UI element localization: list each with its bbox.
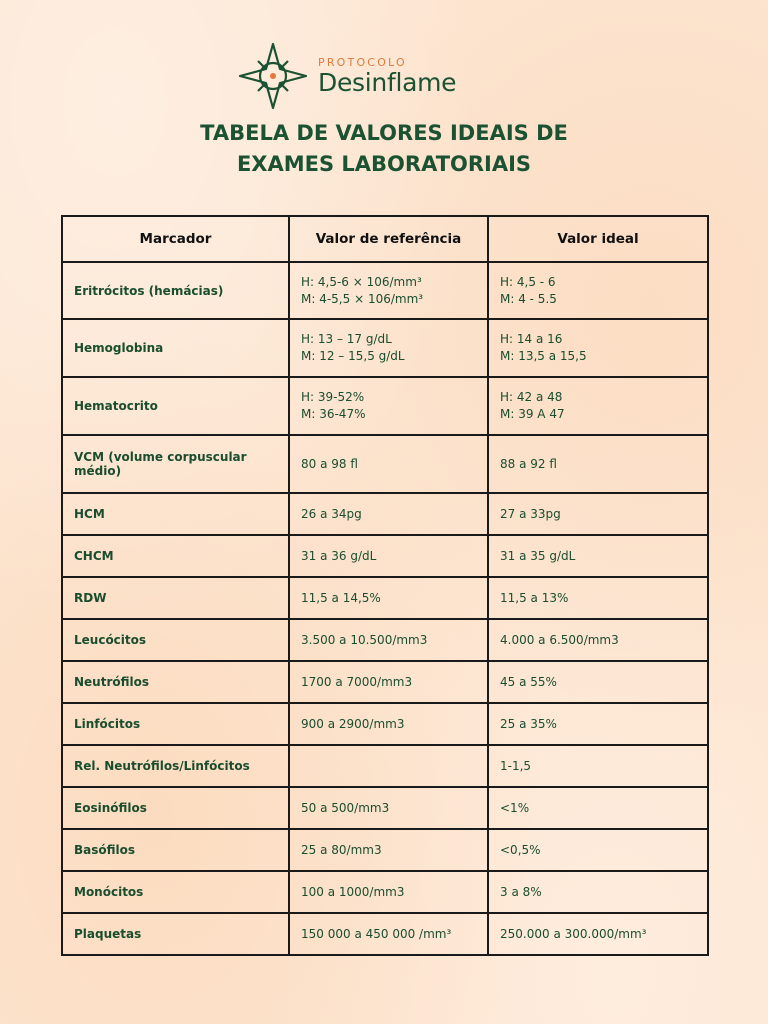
table-row bbox=[62, 703, 708, 745]
table-row bbox=[62, 493, 708, 535]
marker-cell: Hemoglobina bbox=[62, 319, 289, 377]
reference-value: 3.500 a 10.500/mm3 bbox=[301, 632, 428, 647]
reference-cell bbox=[289, 577, 488, 619]
ideal-cell bbox=[488, 493, 708, 535]
title-line-2: EXAMES LABORATORIAIS bbox=[236, 152, 532, 176]
reference-value: 25 a 80/mm3 bbox=[301, 842, 382, 857]
table-row bbox=[62, 619, 708, 661]
reference-cell bbox=[289, 913, 488, 955]
title-line-1: TABELA DE VALORES IDEAIS DE bbox=[200, 121, 568, 145]
marker-cell: VCM (volume corpuscular médio) bbox=[62, 435, 289, 493]
ideal-cell bbox=[488, 829, 708, 871]
ideal-value: H: 4,5 - 6 bbox=[500, 274, 556, 289]
ideal-cell bbox=[488, 319, 708, 377]
reference-cell bbox=[289, 493, 488, 535]
reference-value: 900 a 2900/mm3 bbox=[301, 716, 405, 731]
brand-name: Desinflame bbox=[318, 68, 457, 97]
marker-cell: HCM bbox=[62, 493, 289, 535]
reference-cell bbox=[289, 745, 488, 787]
reference-value: 50 a 500/mm3 bbox=[301, 800, 390, 815]
marker-cell: Monócitos bbox=[62, 871, 289, 913]
reference-cell bbox=[289, 829, 488, 871]
table-row bbox=[62, 377, 708, 435]
marker-cell: Eritrócitos (hemácias) bbox=[62, 262, 289, 319]
ideal-value: 3 a 8% bbox=[500, 884, 542, 899]
ideal-value: 27 a 33pg bbox=[500, 506, 561, 521]
ideal-cell bbox=[488, 262, 708, 319]
reference-cell bbox=[289, 703, 488, 745]
ideal-cell bbox=[488, 535, 708, 577]
table-row bbox=[62, 871, 708, 913]
reference-cell bbox=[289, 871, 488, 913]
ideal-cell bbox=[488, 787, 708, 829]
marker-cell: CHCM bbox=[62, 535, 289, 577]
reference-value: 80 a 98 fl bbox=[301, 456, 358, 471]
reference-value: H: 13 – 17 g/dL bbox=[301, 332, 392, 346]
reference-value: 31 a 36 g/dL bbox=[301, 548, 377, 563]
ideal-value: 250.000 a 300.000/mm³ bbox=[500, 926, 647, 941]
table-row bbox=[62, 745, 708, 787]
table-row bbox=[62, 577, 708, 619]
ideal-cell bbox=[488, 913, 708, 955]
ideal-value: H: 14 a 16 bbox=[500, 332, 563, 346]
table-row bbox=[62, 661, 708, 703]
table-row bbox=[62, 262, 708, 319]
brand-logo bbox=[238, 42, 456, 110]
marker-cell: Plaquetas bbox=[62, 913, 289, 955]
table-row bbox=[62, 829, 708, 871]
reference-cell bbox=[289, 435, 488, 493]
reference-cell bbox=[289, 377, 488, 435]
reference-cell bbox=[289, 661, 488, 703]
ideal-value: 11,5 a 13% bbox=[500, 590, 569, 605]
ideal-cell bbox=[488, 871, 708, 913]
ideal-cell bbox=[488, 619, 708, 661]
ideal-value: <1% bbox=[500, 800, 530, 815]
table-header-row bbox=[62, 216, 708, 262]
reference-value: M: 4-5,5 × 106/mm³ bbox=[301, 291, 424, 306]
reference-cell bbox=[289, 619, 488, 661]
reference-value: H: 39-52% bbox=[301, 390, 365, 404]
marker-cell: Hematocrito bbox=[62, 377, 289, 435]
ideal-cell bbox=[488, 435, 708, 493]
reference-cell bbox=[289, 319, 488, 377]
brand-subtitle: PROTOCOLO bbox=[318, 56, 407, 69]
header-reference: Valor de referência bbox=[289, 216, 488, 262]
reference-value: 100 a 1000/mm3 bbox=[301, 884, 405, 899]
ideal-value: M: 13,5 a 15,5 bbox=[500, 349, 587, 363]
marker-cell: Neutrófilos bbox=[62, 661, 289, 703]
marker-cell: RDW bbox=[62, 577, 289, 619]
header-marker: Marcador bbox=[62, 216, 289, 262]
reference-value: M: 36-47% bbox=[301, 407, 366, 421]
reference-value: 150 000 a 450 000 /mm³ bbox=[301, 926, 452, 941]
ideal-value: H: 42 a 48 bbox=[500, 390, 563, 404]
ideal-value: <0,5% bbox=[500, 842, 541, 857]
marker-cell: Rel. Neutrófilos/Linfócitos bbox=[62, 745, 289, 787]
ideal-value: 4.000 a 6.500/mm3 bbox=[500, 632, 619, 647]
marker-cell: Linfócitos bbox=[62, 703, 289, 745]
table-row bbox=[62, 787, 708, 829]
marker-cell: Eosinófilos bbox=[62, 787, 289, 829]
table-row bbox=[62, 435, 708, 493]
table-row bbox=[62, 535, 708, 577]
reference-cell bbox=[289, 535, 488, 577]
ideal-cell bbox=[488, 377, 708, 435]
reference-cell bbox=[289, 787, 488, 829]
ideal-value: 25 a 35% bbox=[500, 716, 557, 731]
ideal-value: 45 a 55% bbox=[500, 674, 557, 689]
reference-cell bbox=[289, 262, 488, 319]
lab-values-table bbox=[61, 215, 709, 956]
reference-value: 26 a 34pg bbox=[301, 506, 362, 521]
reference-value: 1700 a 7000/mm3 bbox=[301, 674, 413, 689]
ideal-cell bbox=[488, 577, 708, 619]
ideal-cell bbox=[488, 661, 708, 703]
ideal-cell bbox=[488, 703, 708, 745]
ideal-value: 1-1,5 bbox=[500, 758, 532, 773]
table-row bbox=[62, 913, 708, 955]
reference-value: 11,5 a 14,5% bbox=[301, 590, 381, 605]
reference-value: M: 12 – 15,5 g/dL bbox=[301, 349, 405, 363]
ideal-cell bbox=[488, 745, 708, 787]
page-title bbox=[0, 118, 768, 180]
reference-value: H: 4,5-6 × 106/mm³ bbox=[301, 274, 422, 289]
table-row bbox=[62, 319, 708, 377]
ideal-value: 88 a 92 fl bbox=[500, 456, 557, 471]
ideal-value: 31 a 35 g/dL bbox=[500, 548, 576, 563]
compass-star-icon bbox=[238, 42, 308, 110]
header-ideal: Valor ideal bbox=[488, 216, 708, 262]
marker-cell: Basófilos bbox=[62, 829, 289, 871]
ideal-value: M: 4 - 5.5 bbox=[500, 291, 557, 306]
ideal-value: M: 39 A 47 bbox=[500, 407, 565, 421]
marker-cell: Leucócitos bbox=[62, 619, 289, 661]
